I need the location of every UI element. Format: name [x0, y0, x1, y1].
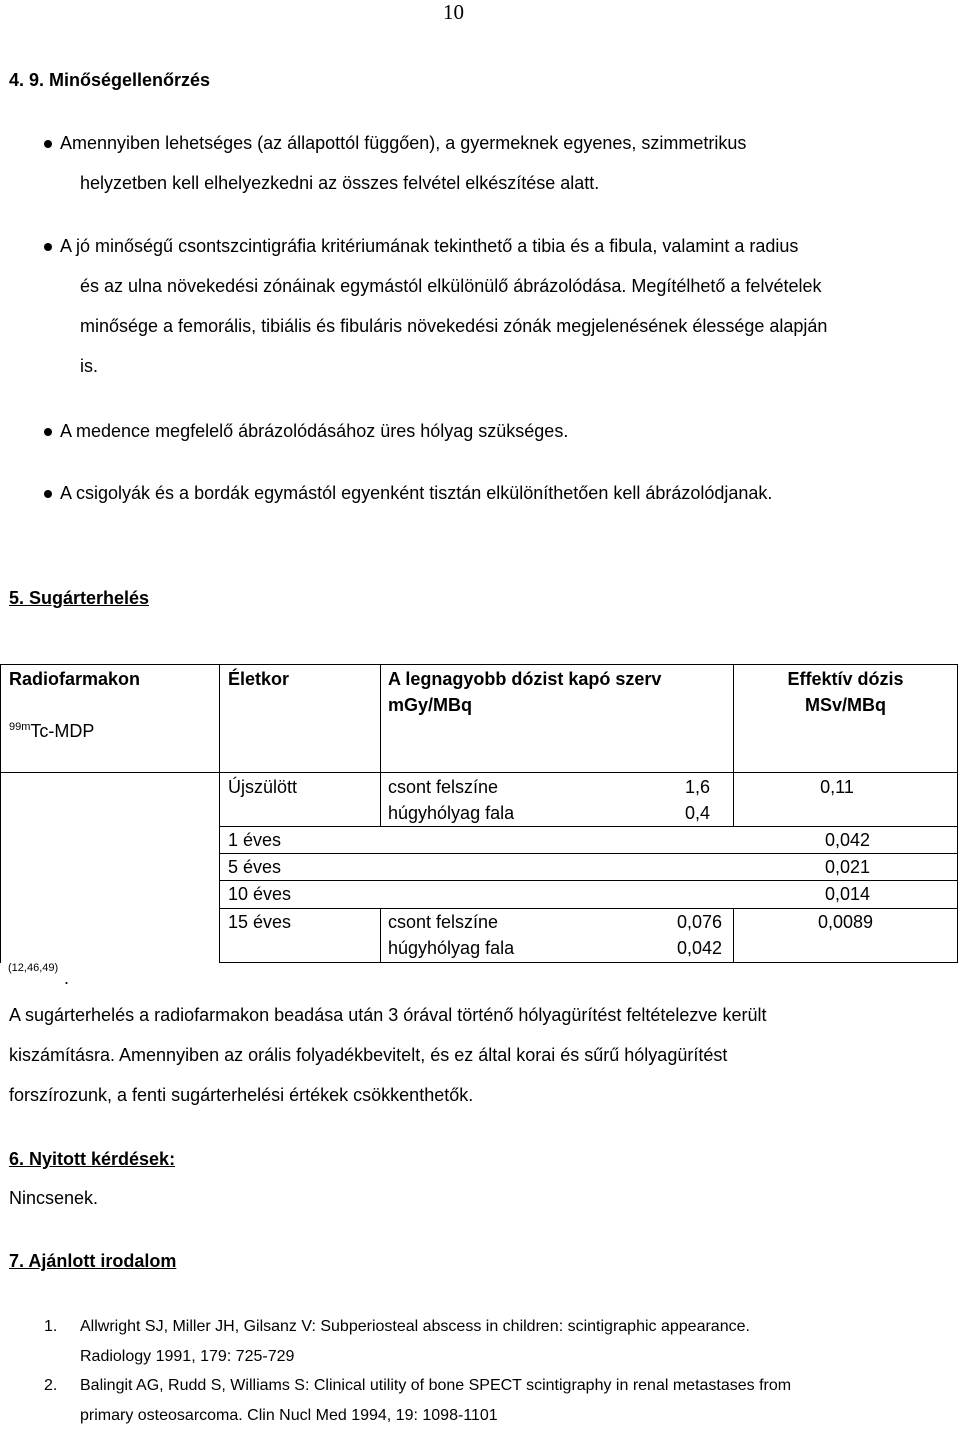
header-organ-line1: A legnagyobb dózist kapó szerv [388, 669, 662, 689]
section-4-9-title: 4. 9. Minőségellenőrzés [9, 70, 211, 90]
row-val2: 0,4 [684, 803, 710, 823]
header-effective-line1: Effektív dózis [787, 669, 904, 689]
ref-line1: Allwright SJ, Miller JH, Gilsanz V: Subperiosteal abscess in children: scintigraphic appearance. [80, 1318, 750, 1335]
row-age: 10 éves [228, 884, 292, 904]
row-effective: 0,11 [820, 777, 854, 797]
section-5-title: 5. Sugárterhelés [9, 588, 150, 608]
section-6-title: 6. Nyitott kérdések: [9, 1149, 176, 1169]
row-effective: 0,0089 [817, 912, 874, 932]
radiation-para-line3: forszírozunk, a fenti sugárterhelési értékek csökkenthetők. [9, 1085, 474, 1105]
table-reference: (12,46,49) [8, 962, 59, 974]
table-reference-dot: . [64, 968, 70, 988]
ref-number: 2. [44, 1377, 58, 1394]
row-organ1: csont felszíne [388, 912, 499, 932]
radiation-para-line2: kiszámításra. Amennyiben az orális folyadékbevitelt, és ez által korai és sűrű hólyagürítést [9, 1045, 728, 1065]
ref-line1: Balingit AG, Rudd S, Williams S: Clinical utility of bone SPECT scintigraphy in renal metastases from [80, 1377, 792, 1394]
page-number: 10 [443, 0, 464, 24]
bullet-icon [44, 428, 52, 436]
row-val1: 0,076 [676, 912, 722, 932]
bullet3-text: A medence megfelelő ábrázolódásához üres hólyag szükséges. [60, 421, 569, 441]
row-val1: 1,6 [684, 777, 710, 797]
row-effective: 0,021 [824, 857, 870, 877]
row-age: 15 éves [228, 912, 292, 932]
bullet2-line3: minősége a femorális, tibiális és fibuláris növekedési zónák megjelenésének élessége alapján [80, 316, 828, 336]
row-age: 5 éves [228, 857, 282, 877]
row-age: 1 éves [228, 830, 282, 850]
header-organ-line2: mGy/MBq [388, 695, 473, 715]
bullet-icon [44, 140, 52, 148]
bullet1-line1: Amennyiben lehetséges (az állapottól függően), a gyermeknek egyenes, szimmetrikus [60, 133, 747, 153]
bullet-icon [44, 490, 52, 498]
bullet1-line2: helyzetben kell elhelyezkedni az összes felvétel elkészítése alatt. [80, 173, 600, 193]
header-radiofarmakon: Radiofarmakon [9, 669, 141, 689]
row-effective: 0,014 [824, 884, 870, 904]
radiation-para-line1: A sugárterhelés a radiofarmakon beadása után 3 órával történő hólyagürítést feltételezve került [9, 1005, 767, 1025]
section-7-title: 7. Ajánlott irodalom [9, 1251, 177, 1271]
row-organ2: húgyhólyag fala [388, 803, 515, 823]
ref-line2: Radiology 1991, 179: 725-729 [80, 1348, 295, 1365]
row-effective: 0,042 [824, 830, 870, 850]
agent-label: Tc-MDP [30, 721, 95, 741]
row-organ2: húgyhólyag fala [388, 938, 515, 958]
row-age: Újszülött [228, 777, 298, 797]
bullet-icon [44, 243, 52, 251]
bullet4-text: A csigolyák és a bordák egymástól egyenként tisztán elkülöníthetően kell ábrázolódjanak. [60, 483, 773, 503]
section-6-text: Nincsenek. [9, 1188, 99, 1208]
agent-name [9, 721, 94, 742]
row-val2: 0,042 [676, 938, 722, 958]
row-organ1: csont felszíne [388, 777, 499, 797]
ref-line2: primary osteosarcoma. Clin Nucl Med 1994, 19: 1098-1101 [80, 1407, 498, 1424]
header-eletkor: Életkor [228, 669, 290, 689]
bullet2-line4: is. [80, 356, 98, 376]
bullet2-line1: A jó minőségű csontszcintigráfia kritériumának tekinthető a tibia és a fibula, valamint a radius [60, 236, 799, 256]
header-effective-line2: MSv/MBq [805, 695, 886, 715]
ref-number: 1. [44, 1318, 58, 1335]
bullet2-line2: és az ulna növekedési zónáinak egymástól elkülönülő ábrázolódása. Megítélhető a felvételek [80, 276, 822, 296]
agent-superscript: 99m [9, 721, 31, 733]
